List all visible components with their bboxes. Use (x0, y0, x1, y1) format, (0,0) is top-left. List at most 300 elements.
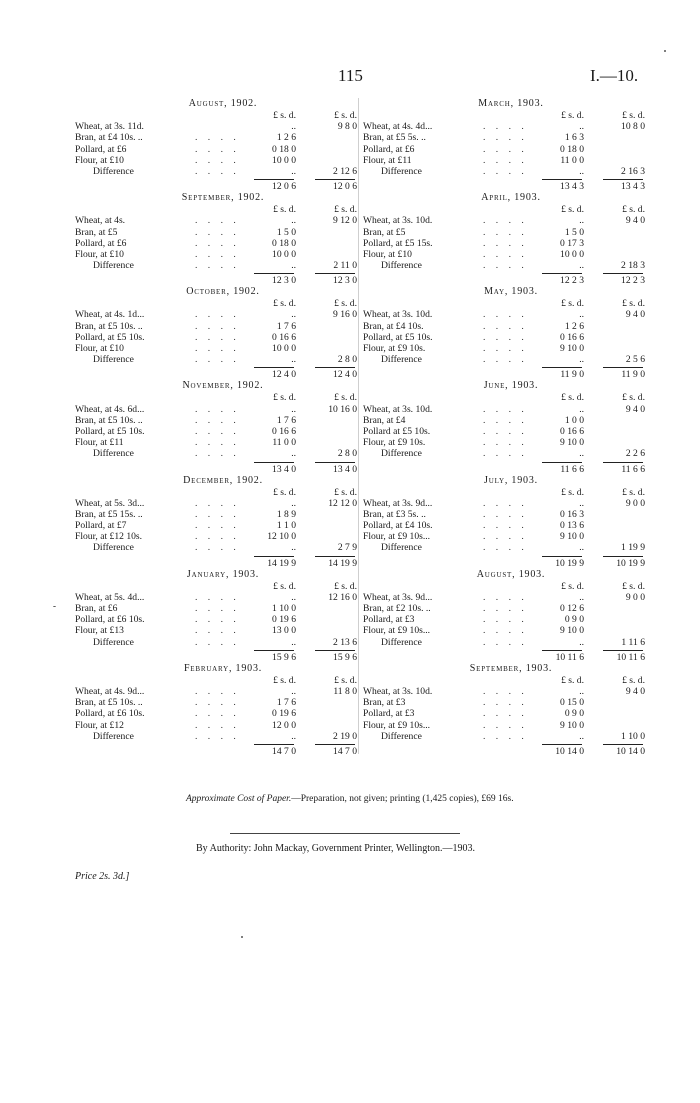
entry-row (75, 720, 371, 731)
entry-item: Bran, at £4 10s. (363, 320, 424, 332)
entry-row (75, 227, 371, 238)
unit-header-row (363, 110, 659, 121)
entry-row (363, 498, 659, 509)
entry-row (75, 531, 371, 542)
entry-amount-col1: 0 19 6 (272, 614, 296, 626)
total-amount-col2: 10 14 0 (616, 745, 645, 757)
unit-header: £ s. d. (561, 392, 584, 404)
unit-header-row (363, 298, 659, 309)
entry-amount-col1: .. (579, 636, 584, 648)
entry-item: Wheat, at 4s. 4d... (363, 121, 433, 133)
month-block (363, 191, 659, 285)
entry-row (363, 166, 659, 177)
entry-row (363, 354, 659, 365)
leader-dots: . . . . (483, 437, 528, 449)
unit-header: £ s. d. (334, 204, 357, 216)
entry-row (75, 155, 371, 166)
month-heading: November, 1902. (182, 380, 264, 392)
total-amount-col1: 13 4 0 (272, 463, 296, 475)
leader-dots: . . . . (483, 237, 528, 249)
entry-item: Wheat, at 3s. 10d. (363, 215, 433, 227)
entry-amount-col1: 1 7 6 (276, 697, 296, 709)
entry-amount-col2: 1 11 6 (621, 636, 645, 648)
entry-amount-col1: .. (291, 685, 296, 697)
entry-amount-col1: 0 17 3 (560, 237, 584, 249)
month-block (75, 285, 371, 379)
entry-amount-col1: 0 15 0 (560, 697, 584, 709)
entry-row (363, 720, 659, 731)
entry-amount-col1: 1 6 3 (564, 132, 584, 144)
totals-row (363, 648, 659, 662)
total-amount-col2: 13 4 3 (621, 181, 645, 193)
unit-header: £ s. d. (622, 674, 645, 686)
entry-row (363, 132, 659, 143)
leader-dots: . . . . (195, 425, 240, 437)
entry-row (363, 603, 659, 614)
entry-item: Wheat, at 3s. 10d. (363, 403, 433, 415)
leader-dots: . . . . (483, 248, 528, 260)
entry-amount-col1: 9 10 0 (560, 343, 584, 354)
leader-dots: . . . . (483, 215, 528, 227)
entry-item: Flour, at £9 10s... (363, 531, 431, 543)
leader-dots: . . . . (483, 542, 528, 554)
print-speck (53, 606, 56, 607)
entry-row (363, 614, 659, 625)
total-amount-col1: 10 11 6 (555, 651, 584, 663)
total-amount-col2: 14 19 9 (328, 557, 357, 569)
entry-item: Bran, at £3 5s. .. (363, 508, 426, 520)
month-heading: May, 1903. (484, 286, 538, 298)
entry-item: Flour, at £12 10s. (75, 531, 143, 543)
entry-amount-col1: 10 0 0 (272, 154, 296, 166)
leader-dots: . . . . (195, 697, 240, 709)
entry-amount-col1: 0 16 6 (272, 331, 296, 343)
entry-amount-col1: .. (291, 403, 296, 415)
entry-amount-col1: 0 12 6 (560, 603, 584, 614)
leader-dots: . . . . (195, 437, 240, 449)
unit-header-row (75, 392, 371, 403)
entry-row (75, 321, 371, 332)
entry-amount-col1: .. (291, 730, 296, 742)
entry-amount-col2: 2 16 3 (621, 165, 645, 177)
entry-amount-col1: 1 8 9 (276, 508, 296, 520)
entry-amount-col1: .. (579, 730, 584, 742)
entry-item: Wheat, at 3s. 9d... (363, 497, 433, 509)
unit-header: £ s. d. (561, 486, 584, 498)
totals-row (75, 648, 371, 662)
entry-row (75, 354, 371, 365)
entry-item: Flour, at £13 (75, 625, 124, 637)
entry-item: Bran, at £5 (363, 226, 406, 238)
entry-row (363, 415, 659, 426)
entry-row (363, 697, 659, 708)
leader-dots: . . . . (195, 309, 240, 321)
leader-dots: . . . . (483, 154, 528, 166)
entry-item: Difference (93, 542, 134, 554)
unit-header-row (75, 110, 371, 121)
entry-amount-col1: .. (291, 215, 296, 227)
unit-header: £ s. d. (273, 674, 296, 686)
entry-amount-col1: 1 5 0 (276, 226, 296, 238)
entry-item: Bran, at £2 10s. .. (363, 603, 431, 614)
leader-dots: . . . . (195, 531, 240, 543)
leader-dots: . . . . (483, 591, 528, 603)
total-amount-col1: 11 9 0 (560, 369, 584, 381)
leader-dots: . . . . (195, 331, 240, 343)
leader-dots: . . . . (195, 354, 240, 366)
entry-amount-col1: 9 10 0 (560, 625, 584, 637)
entry-row (363, 215, 659, 226)
entry-amount-col1: 13 0 0 (272, 625, 296, 637)
entry-row (75, 121, 371, 132)
entry-row (363, 520, 659, 531)
entry-row (75, 166, 371, 177)
leader-dots: . . . . (195, 403, 240, 415)
entry-item: Flour, at £10 (75, 248, 124, 260)
entry-amount-col1: 0 9 0 (564, 614, 584, 626)
entry-item: Pollard, at £4 10s. (363, 520, 433, 532)
entry-amount-col1: 0 18 0 (272, 143, 296, 155)
entry-amount-col1: 12 10 0 (267, 531, 296, 543)
entry-row (75, 343, 371, 354)
entry-row (75, 437, 371, 448)
print-speck (664, 50, 666, 52)
entry-amount-col1: 10 0 0 (272, 248, 296, 260)
totals-row (75, 177, 371, 191)
unit-header-row (363, 581, 659, 592)
entry-amount-col1: .. (579, 542, 584, 554)
month-block (363, 568, 659, 662)
entry-item: Bran, at £5 15s. .. (75, 508, 143, 520)
unit-header-row (75, 581, 371, 592)
entry-amount-col2: 10 16 0 (328, 403, 357, 415)
total-amount-col2: 15 9 6 (333, 651, 357, 663)
entry-amount-col1: .. (579, 685, 584, 697)
entry-amount-col1: 0 13 6 (560, 520, 584, 532)
total-amount-col2: 11 9 0 (621, 369, 645, 381)
total-amount-col1: 12 4 0 (272, 369, 296, 381)
entry-row (363, 625, 659, 636)
month-heading: September, 1902. (181, 192, 265, 204)
unit-header-row (75, 675, 371, 686)
total-amount-col1: 12 3 0 (272, 275, 296, 287)
month-block (363, 662, 659, 756)
entry-item: Bran, at £5 10s. .. (75, 320, 143, 332)
leader-dots: . . . . (483, 309, 528, 321)
entry-item: Difference (381, 730, 422, 742)
leader-dots: . . . . (483, 730, 528, 742)
leader-dots: . . . . (195, 636, 240, 648)
leader-dots: . . . . (483, 403, 528, 415)
leader-dots: . . . . (483, 448, 528, 460)
leader-dots: . . . . (195, 685, 240, 697)
entry-item: Difference (93, 636, 134, 648)
entry-row (75, 448, 371, 459)
leader-dots: . . . . (195, 730, 240, 742)
entry-item: Bran, at £5 5s. .. (363, 132, 426, 144)
leader-dots: . . . . (483, 331, 528, 343)
totals-row (75, 271, 371, 285)
month-heading: March, 1903. (478, 98, 544, 109)
entry-row (75, 637, 371, 648)
entry-row (363, 332, 659, 343)
entry-amount-col1: .. (579, 448, 584, 460)
entry-item: Flour, at £9 10s. (363, 343, 426, 354)
month-block (75, 191, 371, 285)
total-amount-col2: 11 6 6 (621, 463, 645, 475)
unit-header: £ s. d. (273, 298, 296, 310)
month-heading: April, 1903. (481, 192, 541, 204)
entry-item: Wheat, at 3s. 9d... (363, 591, 433, 603)
total-amount-col1: 10 14 0 (555, 745, 584, 757)
entry-amount-col2: 2 12 6 (333, 165, 357, 177)
entry-amount-col1: 0 16 3 (560, 508, 584, 520)
entry-amount-col2: 9 0 0 (625, 497, 645, 509)
entry-row (363, 155, 659, 166)
entry-item: Difference (93, 165, 134, 177)
entry-item: Flour, at £10 (363, 248, 412, 260)
unit-header: £ s. d. (622, 204, 645, 216)
entry-amount-col1: .. (291, 636, 296, 648)
entry-item: Bran, at £4 10s. .. (75, 132, 143, 144)
entry-amount-col1: 9 10 0 (560, 719, 584, 731)
entry-row (363, 404, 659, 415)
entry-row (363, 531, 659, 542)
entry-amount-col2: 9 16 0 (333, 309, 357, 321)
month-heading: January, 1903. (186, 568, 260, 580)
month-heading: June, 1903. (483, 380, 539, 392)
entry-row (75, 498, 371, 509)
unit-header-row (75, 204, 371, 215)
entry-amount-col1: .. (579, 215, 584, 227)
unit-header: £ s. d. (622, 392, 645, 404)
unit-header: £ s. d. (334, 674, 357, 686)
entry-amount-col1: .. (291, 165, 296, 177)
leader-dots: . . . . (195, 414, 240, 426)
entry-item: Difference (381, 448, 422, 460)
leader-dots: . . . . (195, 448, 240, 460)
leader-dots: . . . . (195, 497, 240, 509)
entry-item: Flour, at £9 10s. (363, 437, 426, 449)
entry-amount-col1: .. (579, 403, 584, 415)
entry-amount-col2: 9 8 0 (337, 121, 357, 133)
entry-item: Flour, at £10 (75, 154, 124, 166)
entry-amount-col2: 9 4 0 (625, 309, 645, 321)
entry-row (363, 249, 659, 260)
unit-header: £ s. d. (622, 110, 645, 121)
entry-row (75, 426, 371, 437)
entry-item: Flour, at £12 (75, 719, 124, 731)
leader-dots: . . . . (195, 260, 240, 272)
entry-amount-col1: 1 10 0 (272, 603, 296, 614)
entry-amount-col2: 2 7 9 (337, 542, 357, 554)
authority-rule (230, 833, 460, 834)
entry-amount-col2: 2 19 0 (333, 730, 357, 742)
entry-item: Pollard, at £6 (75, 237, 127, 249)
right-column (363, 97, 659, 756)
total-amount-col2: 12 4 0 (333, 369, 357, 381)
approximate-cost-note (186, 794, 514, 804)
entry-row (363, 227, 659, 238)
leader-dots: . . . . (195, 165, 240, 177)
entry-item: Difference (93, 730, 134, 742)
entry-amount-col1: 0 19 6 (272, 708, 296, 720)
print-speck (241, 936, 243, 938)
entry-amount-col2: 9 4 0 (625, 403, 645, 415)
month-heading: July, 1903. (484, 474, 538, 486)
entry-item: Flour, at £11 (363, 154, 412, 166)
month-block (363, 474, 659, 568)
entry-row (75, 592, 371, 603)
entry-item: Wheat, at 4s. 1d... (75, 309, 145, 321)
month-heading: December, 1902. (183, 474, 263, 486)
unit-header: £ s. d. (273, 580, 296, 592)
entry-row (75, 404, 371, 415)
entry-row (75, 238, 371, 249)
entry-amount-col2: 2 11 0 (333, 260, 357, 272)
entry-amount-col2: 2 2 6 (625, 448, 645, 460)
entry-amount-col1: 11 0 0 (560, 154, 584, 166)
totals-row (363, 742, 659, 756)
entry-amount-col1: 1 2 6 (276, 132, 296, 144)
total-amount-col1: 14 7 0 (272, 745, 296, 757)
entry-row (363, 309, 659, 320)
month-heading: October, 1902. (186, 286, 260, 298)
unit-header: £ s. d. (334, 110, 357, 121)
entry-item: Difference (93, 354, 134, 366)
unit-header: £ s. d. (273, 204, 296, 216)
leader-dots: . . . . (483, 708, 528, 720)
unit-header: £ s. d. (334, 486, 357, 498)
totals-row (75, 554, 371, 568)
entry-item: Bran, at £5 (75, 226, 118, 238)
entry-item: Flour, at £9 10s... (363, 625, 431, 637)
entry-item: Bran, at £3 (363, 697, 406, 709)
entry-row (363, 437, 659, 448)
month-heading: February, 1903. (183, 662, 263, 674)
leader-dots: . . . . (483, 132, 528, 144)
unit-header: £ s. d. (561, 298, 584, 310)
entry-amount-col1: 1 7 6 (276, 320, 296, 332)
entry-row (363, 260, 659, 271)
entry-item: Pollard, at £6 10s. (75, 614, 145, 626)
leader-dots: . . . . (483, 425, 528, 437)
total-amount-col1: 15 9 6 (272, 651, 296, 663)
leader-dots: . . . . (483, 165, 528, 177)
leader-dots: . . . . (195, 719, 240, 731)
unit-header: £ s. d. (622, 298, 645, 310)
totals-row (363, 554, 659, 568)
month-block (363, 97, 659, 191)
month-block (363, 285, 659, 379)
entry-amount-col1: 0 9 0 (564, 708, 584, 720)
unit-header: £ s. d. (334, 580, 357, 592)
leader-dots: . . . . (195, 320, 240, 332)
total-amount-col1: 12 2 3 (560, 275, 584, 287)
entry-amount-col1: .. (291, 448, 296, 460)
entry-item: Difference (381, 260, 422, 272)
entry-amount-col1: 11 0 0 (272, 437, 296, 449)
entry-amount-col2: 2 8 0 (337, 354, 357, 366)
leader-dots: . . . . (195, 343, 240, 354)
leader-dots: . . . . (483, 697, 528, 709)
entry-amount-col2: 9 4 0 (625, 215, 645, 227)
entry-amount-col2: 1 10 0 (621, 730, 645, 742)
entry-row (75, 625, 371, 636)
approx-cost-text: —Preparation, not given; printing (1,425 copies), £69 16s. (291, 794, 514, 804)
total-amount-col2: 10 19 9 (616, 557, 645, 569)
price-note: Price 2s. 3d.] (75, 871, 130, 882)
entry-amount-col1: 10 0 0 (560, 248, 584, 260)
entry-amount-col2: 9 4 0 (625, 685, 645, 697)
unit-header-row (363, 487, 659, 498)
month-block (75, 97, 371, 191)
leader-dots: . . . . (195, 132, 240, 144)
total-amount-col2: 14 7 0 (333, 745, 357, 757)
entry-row (75, 215, 371, 226)
month-heading: August, 1902. (188, 98, 258, 109)
entry-item: Pollard, at £6 10s. (75, 708, 145, 720)
authority-line: By Authority: John Mackay, Government Printer, Wellington.—1903. (196, 843, 476, 854)
unit-header-row (75, 298, 371, 309)
entry-amount-col1: 1 1 0 (276, 520, 296, 532)
entry-row (363, 731, 659, 742)
leader-dots: . . . . (483, 260, 528, 272)
entry-item: Wheat, at 5s. 4d... (75, 591, 145, 603)
month-block (363, 379, 659, 473)
entry-amount-col1: .. (291, 591, 296, 603)
entry-item: Pollard at £5 10s. (363, 425, 431, 437)
leader-dots: . . . . (483, 520, 528, 532)
leader-dots: . . . . (483, 636, 528, 648)
entry-row (363, 121, 659, 132)
unit-header-row (363, 675, 659, 686)
leader-dots: . . . . (195, 215, 240, 227)
left-column (75, 97, 371, 756)
entry-row (363, 708, 659, 719)
leader-dots: . . . . (483, 143, 528, 155)
entry-amount-col1: 9 10 0 (560, 437, 584, 449)
leader-dots: . . . . (483, 354, 528, 366)
totals-row (363, 365, 659, 379)
leader-dots: . . . . (483, 531, 528, 543)
entry-item: Wheat, at 3s. 10d. (363, 309, 433, 321)
total-amount-col1: 10 19 9 (555, 557, 584, 569)
month-block (75, 474, 371, 568)
entry-item: Pollard, at £5 10s. (363, 331, 433, 343)
entry-item: Pollard, at £6 (75, 143, 127, 155)
entry-row (75, 309, 371, 320)
month-heading: September, 1903. (469, 662, 553, 674)
entry-amount-col1: 0 18 0 (560, 143, 584, 155)
entry-row (75, 686, 371, 697)
entry-row (363, 686, 659, 697)
totals-row (75, 365, 371, 379)
month-block (75, 662, 371, 756)
leader-dots: . . . . (483, 614, 528, 626)
entry-item: Difference (381, 542, 422, 554)
entry-row (75, 697, 371, 708)
entry-amount-col1: .. (579, 309, 584, 321)
entry-item: Bran, at £4 (363, 414, 406, 426)
entry-row (75, 260, 371, 271)
entry-item: Pollard, at £7 (75, 520, 127, 532)
approx-cost-label: Approximate Cost of Paper. (186, 794, 292, 804)
total-amount-col2: 12 2 3 (621, 275, 645, 287)
entry-row (363, 637, 659, 648)
entry-row (363, 592, 659, 603)
page-number: 115 (338, 66, 363, 85)
